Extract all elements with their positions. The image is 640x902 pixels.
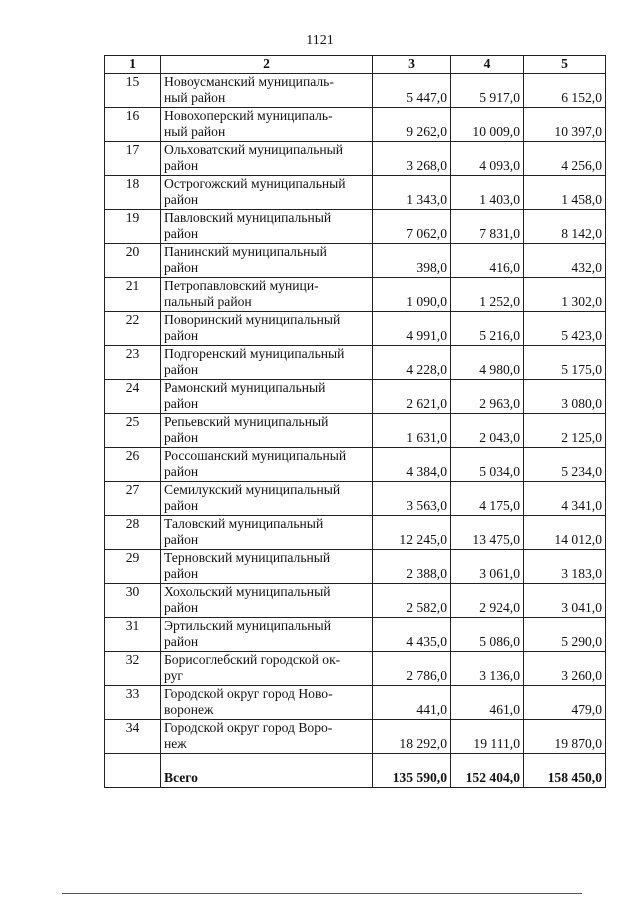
row-number: 26 — [105, 447, 161, 481]
table-row — [105, 311, 606, 345]
value-col3: 398,0 — [373, 243, 451, 277]
table-row — [105, 651, 606, 685]
district-name — [161, 379, 373, 413]
value-col3: 2 786,0 — [373, 651, 451, 685]
column-header: 5 — [524, 56, 606, 74]
table-row — [105, 175, 606, 209]
district-name-line1: Поворинский муниципальный — [164, 311, 341, 327]
district-name — [161, 651, 373, 685]
table-row — [105, 413, 606, 447]
district-name-line1: Городской округ город Ново- — [164, 685, 333, 701]
value-col5: 3 041,0 — [524, 583, 606, 617]
value-col5: 479,0 — [524, 685, 606, 719]
district-name-line2: неж — [164, 736, 187, 751]
table-row — [105, 379, 606, 413]
value-col5: 2 125,0 — [524, 413, 606, 447]
value-col4: 5 086,0 — [451, 617, 524, 651]
table-row — [105, 345, 606, 379]
value-col4: 4 980,0 — [451, 345, 524, 379]
value-col5: 1 458,0 — [524, 175, 606, 209]
district-name — [161, 209, 373, 243]
row-number: 28 — [105, 515, 161, 549]
value-col4: 461,0 — [451, 685, 524, 719]
district-name — [161, 481, 373, 515]
district-name-line2: пальный район — [164, 294, 252, 309]
value-col5: 1 302,0 — [524, 277, 606, 311]
district-name — [161, 175, 373, 209]
value-col3: 4 435,0 — [373, 617, 451, 651]
table-row — [105, 141, 606, 175]
row-number: 33 — [105, 685, 161, 719]
value-col3: 441,0 — [373, 685, 451, 719]
column-header: 2 — [161, 56, 373, 74]
table-row — [105, 209, 606, 243]
district-name-line1: Городской округ город Воро- — [164, 719, 333, 735]
table-row — [105, 617, 606, 651]
district-name — [161, 583, 373, 617]
value-col4: 3 061,0 — [451, 549, 524, 583]
district-name-line1: Рамонский муниципальный — [164, 379, 326, 395]
district-name-line2: район — [164, 328, 199, 343]
district-name-line2: район — [164, 634, 199, 649]
value-col4: 2 963,0 — [451, 379, 524, 413]
district-name-line1: Хохольский муниципальный — [164, 583, 331, 599]
value-col4: 1 252,0 — [451, 277, 524, 311]
column-header: 1 — [105, 56, 161, 74]
district-name-line2: район — [164, 532, 199, 547]
value-col5: 4 256,0 — [524, 141, 606, 175]
table-body — [105, 73, 606, 787]
column-header: 3 — [373, 56, 451, 74]
table-row — [105, 685, 606, 719]
value-col4: 7 831,0 — [451, 209, 524, 243]
row-number: 25 — [105, 413, 161, 447]
row-number: 34 — [105, 719, 161, 753]
district-name-line1: Репьевский муниципальный — [164, 413, 329, 429]
value-col3: 4 228,0 — [373, 345, 451, 379]
value-col5: 14 012,0 — [524, 515, 606, 549]
district-name-line2: район — [164, 566, 199, 581]
district-name — [161, 243, 373, 277]
value-col3: 4 384,0 — [373, 447, 451, 481]
table-row — [105, 73, 606, 107]
value-col3: 1 343,0 — [373, 175, 451, 209]
value-col3: 5 447,0 — [373, 73, 451, 107]
table-row — [105, 549, 606, 583]
district-name-line1: Подгоренский муниципальный — [164, 345, 345, 361]
row-number: 15 — [105, 73, 161, 107]
column-header: 4 — [451, 56, 524, 74]
row-number: 24 — [105, 379, 161, 413]
district-name — [161, 413, 373, 447]
value-col4: 19 111,0 — [451, 719, 524, 753]
value-col3: 3 563,0 — [373, 481, 451, 515]
total-empty-cell — [105, 753, 161, 787]
value-col4: 4 093,0 — [451, 141, 524, 175]
value-col3: 1 090,0 — [373, 277, 451, 311]
table-row — [105, 107, 606, 141]
row-number: 21 — [105, 277, 161, 311]
value-col5: 3 260,0 — [524, 651, 606, 685]
table-row — [105, 583, 606, 617]
data-table — [104, 55, 606, 788]
district-name-line2: район — [164, 464, 199, 479]
value-col5: 5 423,0 — [524, 311, 606, 345]
district-name — [161, 515, 373, 549]
total-label: Всего — [161, 753, 373, 787]
table-row — [105, 481, 606, 515]
district-name-line2: район — [164, 362, 199, 377]
value-col5: 5 290,0 — [524, 617, 606, 651]
district-name-line1: Новохоперский муниципаль- — [164, 107, 333, 123]
row-number: 22 — [105, 311, 161, 345]
district-name-line2: район — [164, 430, 199, 445]
row-number: 29 — [105, 549, 161, 583]
total-col5: 158 450,0 — [524, 753, 606, 787]
value-col4: 2 043,0 — [451, 413, 524, 447]
district-name-line1: Борисоглебский городской ок- — [164, 651, 341, 667]
district-name — [161, 141, 373, 175]
row-number: 23 — [105, 345, 161, 379]
district-name-line1: Петропавловский муници- — [164, 277, 319, 293]
value-col5: 3 080,0 — [524, 379, 606, 413]
district-name-line1: Ольховатский муниципальный — [164, 141, 344, 157]
district-name-line2: район — [164, 226, 199, 241]
row-number: 32 — [105, 651, 161, 685]
row-number: 19 — [105, 209, 161, 243]
value-col3: 2 582,0 — [373, 583, 451, 617]
value-col4: 13 475,0 — [451, 515, 524, 549]
district-name-line1: Таловский муниципальный — [164, 515, 324, 531]
district-name-line2: район — [164, 396, 199, 411]
value-col5: 5 234,0 — [524, 447, 606, 481]
value-col5: 5 175,0 — [524, 345, 606, 379]
district-name-line2: район — [164, 260, 199, 275]
district-name — [161, 311, 373, 345]
value-col3: 3 268,0 — [373, 141, 451, 175]
value-col5: 10 397,0 — [524, 107, 606, 141]
district-name-line2: руг — [164, 668, 183, 683]
district-name-line2: район — [164, 192, 199, 207]
row-number: 31 — [105, 617, 161, 651]
value-col3: 9 262,0 — [373, 107, 451, 141]
value-col5: 3 183,0 — [524, 549, 606, 583]
value-col4: 1 403,0 — [451, 175, 524, 209]
value-col3: 2 388,0 — [373, 549, 451, 583]
row-number: 17 — [105, 141, 161, 175]
total-row — [105, 753, 606, 787]
value-col3: 2 621,0 — [373, 379, 451, 413]
value-col3: 4 991,0 — [373, 311, 451, 345]
district-name — [161, 685, 373, 719]
table-row — [105, 515, 606, 549]
value-col4: 2 924,0 — [451, 583, 524, 617]
district-name-line1: Павловский муниципальный — [164, 209, 332, 225]
value-col4: 10 009,0 — [451, 107, 524, 141]
table-header-row — [105, 56, 606, 74]
value-col4: 5 034,0 — [451, 447, 524, 481]
district-name-line2: ный район — [164, 124, 226, 139]
row-number: 30 — [105, 583, 161, 617]
value-col5: 4 341,0 — [524, 481, 606, 515]
district-name — [161, 447, 373, 481]
total-col3: 135 590,0 — [373, 753, 451, 787]
district-name-line2: воронеж — [164, 702, 214, 717]
footer-divider — [62, 893, 582, 894]
district-name-line1: Терновский муниципальный — [164, 549, 331, 565]
district-name — [161, 617, 373, 651]
district-name-line2: район — [164, 498, 199, 513]
district-name-line1: Эртильский муниципальный — [164, 617, 331, 633]
district-name-line2: район — [164, 600, 199, 615]
value-col4: 5 917,0 — [451, 73, 524, 107]
table-row — [105, 719, 606, 753]
value-col3: 7 062,0 — [373, 209, 451, 243]
value-col5: 6 152,0 — [524, 73, 606, 107]
district-name — [161, 277, 373, 311]
district-name-line1: Панинский муниципальный — [164, 243, 327, 259]
value-col3: 18 292,0 — [373, 719, 451, 753]
value-col5: 432,0 — [524, 243, 606, 277]
row-number: 18 — [105, 175, 161, 209]
district-name — [161, 719, 373, 753]
value-col4: 5 216,0 — [451, 311, 524, 345]
district-name-line1: Россошанский муниципальный — [164, 447, 347, 463]
table-row — [105, 277, 606, 311]
district-name — [161, 73, 373, 107]
value-col3: 1 631,0 — [373, 413, 451, 447]
district-name-line2: район — [164, 158, 199, 173]
page-number: 1121 — [306, 33, 334, 48]
total-col4: 152 404,0 — [451, 753, 524, 787]
district-name — [161, 345, 373, 379]
district-name — [161, 107, 373, 141]
value-col4: 416,0 — [451, 243, 524, 277]
district-name-line1: Новоусманский муниципаль- — [164, 73, 334, 89]
value-col4: 4 175,0 — [451, 481, 524, 515]
district-name-line2: ный район — [164, 90, 226, 105]
table-row — [105, 243, 606, 277]
district-name — [161, 549, 373, 583]
value-col5: 8 142,0 — [524, 209, 606, 243]
district-name-line1: Острогожский муниципальный — [164, 175, 346, 191]
value-col5: 19 870,0 — [524, 719, 606, 753]
row-number: 16 — [105, 107, 161, 141]
value-col4: 3 136,0 — [451, 651, 524, 685]
table-row — [105, 447, 606, 481]
value-col3: 12 245,0 — [373, 515, 451, 549]
row-number: 20 — [105, 243, 161, 277]
row-number: 27 — [105, 481, 161, 515]
district-name-line1: Семилукский муниципальный — [164, 481, 341, 497]
